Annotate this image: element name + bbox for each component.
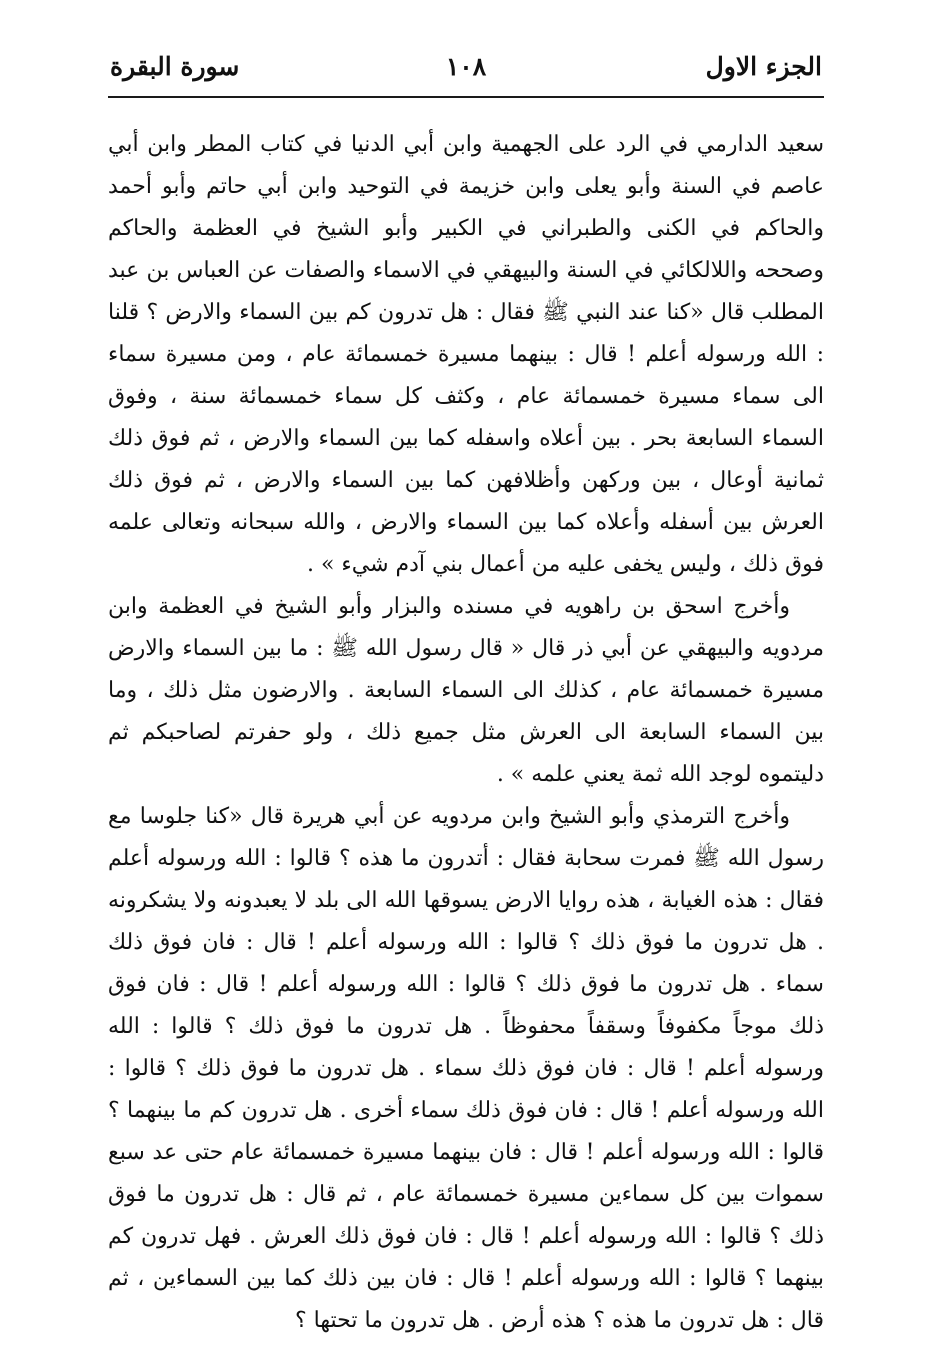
paragraph-1: سعيد الدارمي في الرد على الجهمية وابن أبي الدنيا في كتاب المطر وابن أبي عاصم في السنة وأبو يعلى وابن خزيمة في التوحيد وابن أبي حاتم وأبو أحمد والحاكم في الكنى والطبراني في الكبير وأبو الشيخ في العظمة والحاكم وصححه واللالكائي في السنة والبيهقي في الاسماء والصفات عن العباس بن عبد المطلب قال «كنا عند النبي ﷺ فقال : هل تدرون كم بين السماء والارض ؟ قلنا : الله ورسوله أعلم ! قال : بينهما مسيرة خمسمائة عام ، ومن مسيرة سماء الى سماء مسيرة خمسمائة عام ، وكثف كل سماء خمسمائة سنة ، وفوق السماء السابعة بحر . بين أعلاه واسفله كما بين السماء والارض ، ثم فوق ذلك ثمانية أوعال ، بين وركهن وأظلافهن كما بين السماء والارض ، ثم فوق ذلك العرش بين أسفله وأعلاه كما بين السماء والارض ، والله سبحانه وتعالى علمه فوق ذلك ، وليس يخفى عليه من أعمال بني آدم شيء » . — [108, 132, 824, 577]
page-number: ١٠٨ — [445, 52, 487, 81]
surah-title: سورة البقرة — [110, 52, 240, 81]
running-header — [110, 52, 822, 92]
body-text — [108, 124, 824, 1342]
header-rule — [108, 96, 824, 98]
paragraph-3: وأخرج الترمذي وأبو الشيخ وابن مردويه عن أبي هريرة قال «كنا جلوسا مع رسول الله ﷺ فمرت سحابة فقال : أتدرون ما هذه ؟ قالوا : الله ورسوله أعلم فقال : هذه الغيابة ، هذه روايا الارض يسوقها الله الى بلد لا يعبدونه ولا يشكرونه . هل تدرون ما فوق ذلك ؟ قالوا : الله ورسوله أعلم ! قال : فان فوق ذلك سماء . هل تدرون ما فوق ذلك ؟ قالوا : الله ورسوله أعلم ! قال : فان فوق ذلك موجاً مكفوفاً وسقفاً محفوظاً . هل تدرون ما فوق ذلك ؟ قالوا : الله ورسوله أعلم ! قال : فان فوق ذلك سماء . هل تدرون ما فوق ذلك ؟ قالوا : الله ورسوله أعلم ! قال : فان فوق ذلك سماء أخرى . هل تدرون كم ما بينهما ؟ قالوا : الله ورسوله أعلم ! قال : فان بينهما مسيرة خمسمائة عام حتى عد سبع سموات بين كل سماءين مسيرة خمسمائة عام ، ثم قال : هل تدرون ما فوق ذلك ؟ قالوا : الله ورسوله أعلم ! قال : فان فوق ذلك العرش . فهل تدرون كم بينهما ؟ قالوا : الله ورسوله أعلم ! قال : فان بين ذلك كما بين السماءين ، ثم قال : هل تدرون ما هذه ؟ هذه أرض . هل تدرون ما تحتها ؟ — [108, 804, 824, 1333]
part-title: الجزء الاول — [705, 52, 822, 81]
paragraph-2: وأخرج اسحق بن راهويه في مسنده والبزار وأبو الشيخ في العظمة وابن مردويه والبيهقي عن أبي ذر قال « قال رسول الله ﷺ : ما بين السماء والارض مسيرة خمسمائة عام ، كذلك الى السماء السابعة . والارضون مثل ذلك ، وما بين السماء السابعة الى العرش مثل جميع ذلك ، ولو حفرتم لصاحبكم ثم دليتموه لوجد الله ثمة يعني علمه » . — [108, 594, 824, 787]
